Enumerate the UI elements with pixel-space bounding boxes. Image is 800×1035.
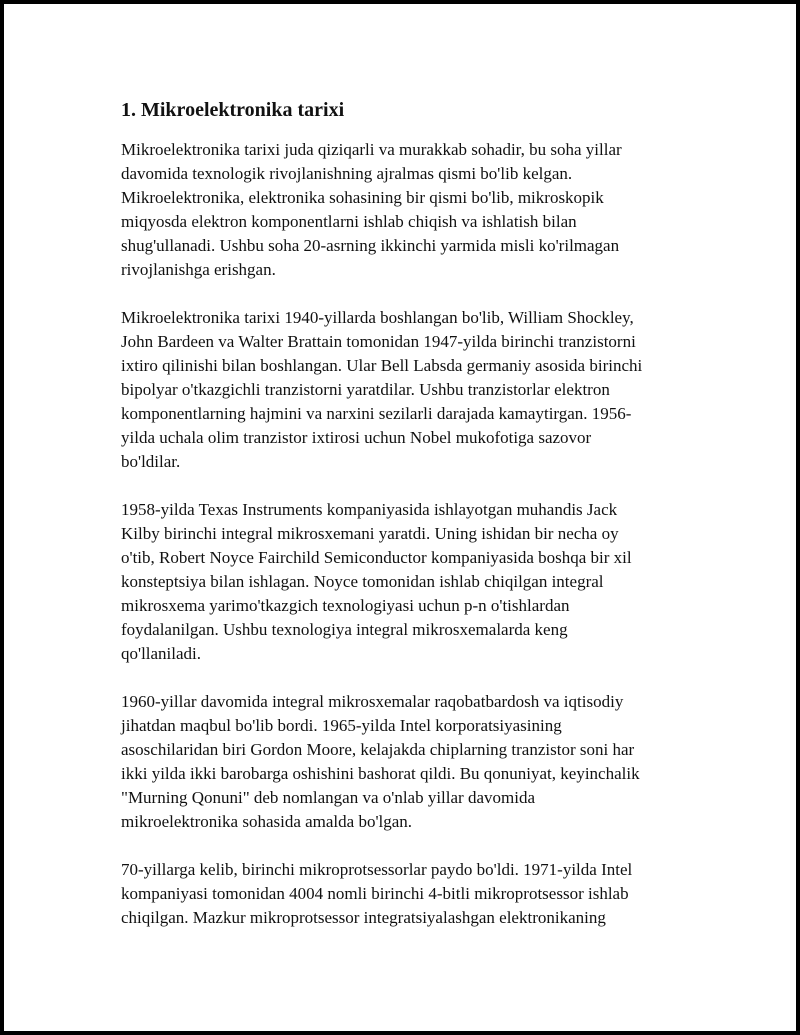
paragraph-line: qo'llaniladi. [121, 644, 202, 663]
paragraph-line: davomida texnologik rivojlanishning ajralmas qismi bo'lib kelgan. [121, 164, 573, 183]
paragraph-2 [121, 306, 696, 474]
paragraph-3 [121, 498, 696, 666]
paragraph-line: Mikroelektronika, elektronika sohasining bir qismi bo'lib, mikroskopik [121, 188, 604, 207]
paragraph-line: ixtiro qilinishi bilan boshlangan. Ular Bell Labsda germaniy asosida birinchi [121, 356, 643, 375]
section-heading: 1. Mikroelektronika tarixi [121, 99, 345, 121]
paragraph-line: konsteptsiya bilan ishlagan. Noyce tomonidan ishlab chiqilgan integral [121, 572, 604, 591]
paragraph-line: asoschilaridan biri Gordon Moore, kelajakda chiplarning tranzistor soni har [121, 740, 635, 759]
document-body [121, 96, 696, 954]
paragraph-line: mikrosxema yarimo'tkazgich texnologiyasi uchun p-n o'tishlardan [121, 596, 570, 615]
paragraph-line: chiqilgan. Mazkur mikroprotsessor integratsiyalashgan elektronikaning [121, 908, 606, 927]
paragraph-line: jihatdan maqbul bo'lib bordi. 1965-yilda Intel korporatsiyasining [121, 716, 562, 735]
paragraph-line: 1960-yillar davomida integral mikrosxemalar raqobatbardosh va iqtisodiy [121, 692, 624, 711]
paragraph-line: ikki yilda ikki barobarga oshishini bashorat qildi. Bu qonuniyat, keyinchalik [121, 764, 640, 783]
paragraph-line: miqyosda elektron komponentlarni ishlab chiqish va ishlatish bilan [121, 212, 577, 231]
paragraph-line: 70-yillarga kelib, birinchi mikroprotsessorlar paydo bo'ldi. 1971-yilda Intel [121, 860, 633, 879]
paragraph-line: komponentlarning hajmini va narxini sezilarli darajada kamaytirgan. 1956- [121, 404, 632, 423]
paragraph-line: Mikroelektronika tarixi 1940-yillarda boshlangan bo'lib, William Shockley, [121, 308, 634, 327]
paragraph-line: John Bardeen va Walter Brattain tomonidan 1947-yilda birinchi tranzistorni [121, 332, 636, 351]
paragraph-line: o'tib, Robert Noyce Fairchild Semiconductor kompaniyasida boshqa bir xil [121, 548, 632, 567]
paragraph-line: rivojlanishga erishgan. [121, 260, 276, 279]
paragraph-line: Mikroelektronika tarixi juda qiziqarli va murakkab sohadir, bu soha yillar [121, 140, 622, 159]
paragraph-line: mikroelektronika sohasida amalda bo'lgan. [121, 812, 413, 831]
paragraph-1 [121, 138, 696, 282]
paragraph-5 [121, 858, 696, 930]
paragraph-line: bo'ldilar. [121, 452, 181, 471]
paragraph-line: foydalanilgan. Ushbu texnologiya integral mikrosxemalarda keng [121, 620, 568, 639]
paragraph-line: shug'ullanadi. Ushbu soha 20-asrning ikkinchi yarmida misli ko'rilmagan [121, 236, 620, 255]
paragraph-line: bipolyar o'tkazgichli tranzistorni yaratdilar. Ushbu tranzistorlar elektron [121, 380, 610, 399]
paragraph-line: "Murning Qonuni" deb nomlangan va o'nlab yillar davomida [121, 788, 536, 807]
paragraph-line: yilda uchala olim tranzistor ixtirosi uchun Nobel mukofotiga sazovor [121, 428, 592, 447]
paragraph-line: Kilby birinchi integral mikrosxemani yaratdi. Uning ishidan bir necha oy [121, 524, 619, 543]
paragraph-4 [121, 690, 696, 834]
paragraph-line: kompaniyasi tomonidan 4004 nomli birinchi 4-bitli mikroprotsessor ishlab [121, 884, 629, 903]
paragraph-line: 1958-yilda Texas Instruments kompaniyasida ishlayotgan muhandis Jack [121, 500, 618, 519]
